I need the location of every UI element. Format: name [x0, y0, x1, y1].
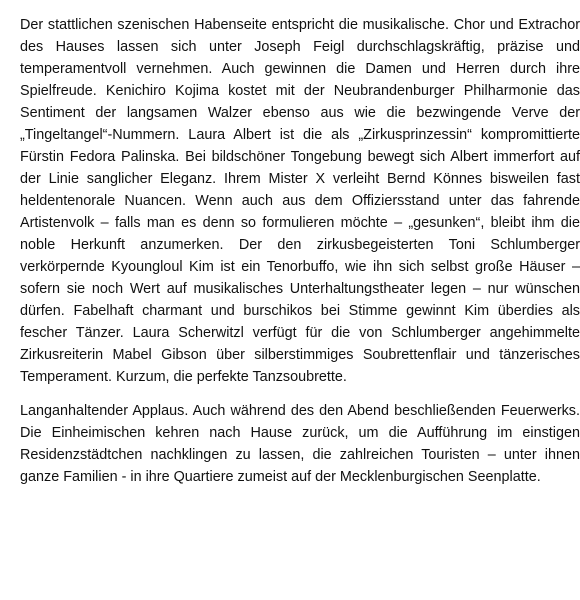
article-body [20, 14, 580, 488]
paragraph-performance-review: Der stattlichen szenischen Habenseite entspricht die musikalische. Chor und Extrachor des Hauses lassen sich unter Joseph Feigl durchschlagskräftig, präzise und temperamentvoll vernehmen. Auch gewinnen die Damen und Herren durch ihre Spielfreude. Kenichiro Kojima kostet mit der Neubrandenburger Philharmonie das Sentiment der langsamen Walzer ebenso aus wie die bezwingende Verve der „Tingeltangel“-Nummern. Laura Albert ist die als „Zirkusprinzessin“ kompromittierte Fürstin Fedora Palinska. Bei bildschöner Tongebung bewegt sich Albert immerfort auf der Linie sanglicher Eleganz. Ihrem Mister X verleiht Bernd Könnes bisweilen fast heldentenorale Nuancen. Wenn auch aus dem Offiziersstand unter das fahrende Artistenvolk – falls man es denn so formulieren möchte – „gesunken“, bleibt ihm die noble Herkunft anzumerken. Der den zirkusbegeisterten Toni Schlumberger verkörpernde Kyounglou​l Kim ist ein Tenorbuffo, wie ihn sich selbst große Häuser – sofern sie noch Wert auf musikalisches Unterhaltungstheater legen – nur wünschen dürfen. Fabelhaft charmant und burschikos bei Stimme gewinnt Kim überdies als fescher Tänzer. Laura Scherwitzl verfügt für die von Schlumberger angehimmelte Zirkusreiterin Mabel Gibson über silberstimmiges Soubrettenflair und tänzerisches Temperament. Kurzum, die perfekte Tanzsoubrette. [20, 17, 580, 385]
paragraph-applause: Langanhaltender Applaus. Auch während des den Abend beschließenden Feuerwerks. Die Einheimischen kehren nach Hause zurück, um die Aufführung im einstigen Residenzstädtchen nachklingen zu lassen, die zahlreichen Touristen – unter ihnen ganze Familien - in ihre Quartiere zumeist auf der Mecklenburgischen Seenplatte. [20, 403, 580, 485]
